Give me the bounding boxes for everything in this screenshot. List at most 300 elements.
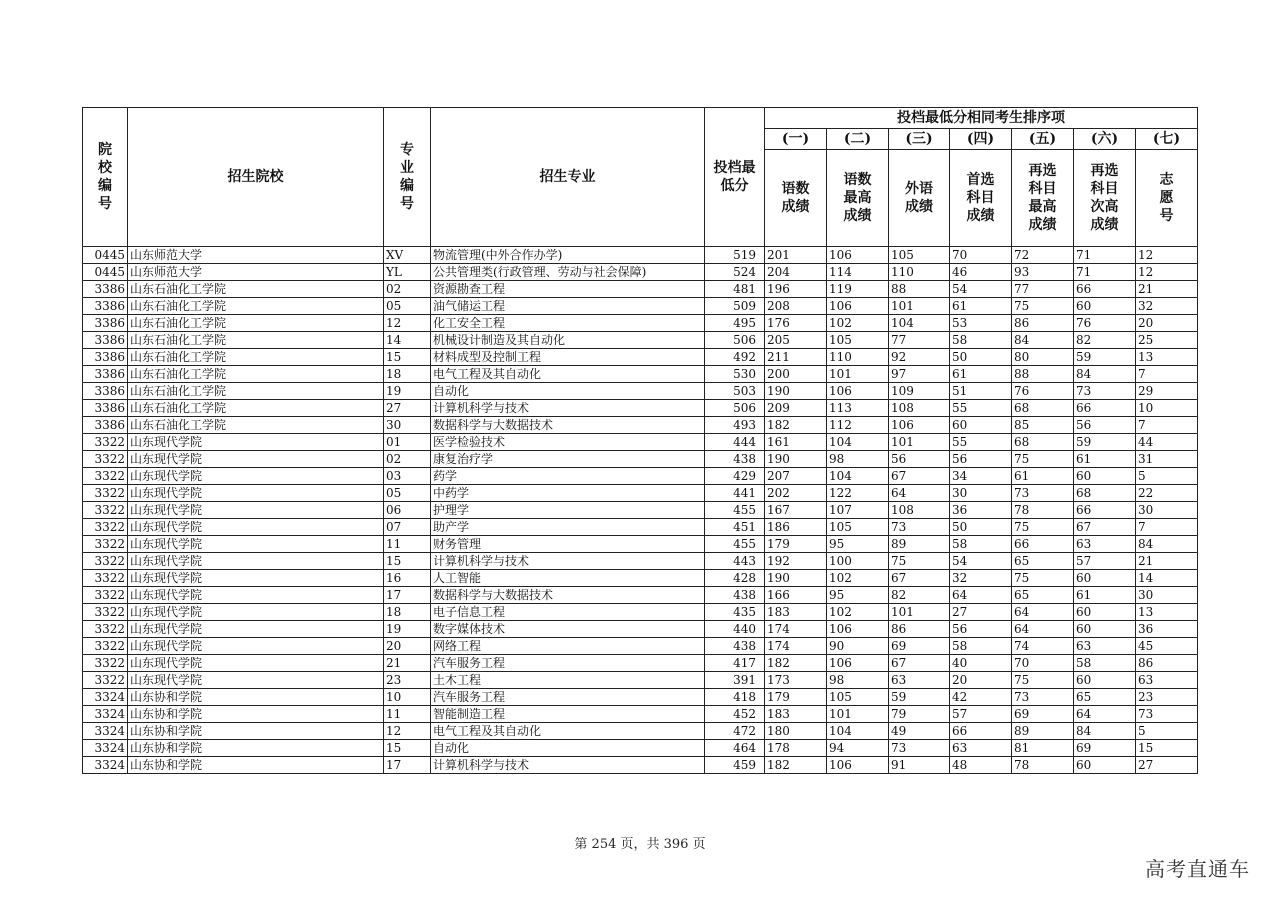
cell-tiebreak-2: 113 bbox=[827, 400, 889, 417]
cell-tiebreak-4: 32 bbox=[950, 570, 1012, 587]
cell-min-score: 481 bbox=[705, 281, 765, 298]
cell-tiebreak-6: 66 bbox=[1074, 502, 1136, 519]
cell-tiebreak-3: 91 bbox=[889, 757, 950, 774]
cell-school-code: 3322 bbox=[83, 434, 128, 451]
cell-school-code: 3322 bbox=[83, 451, 128, 468]
cell-school-name: 山东现代学院 bbox=[128, 621, 384, 638]
cell-tiebreak-7: 84 bbox=[1136, 536, 1198, 553]
cell-tiebreak-7: 13 bbox=[1136, 349, 1198, 366]
table-row bbox=[83, 519, 1198, 536]
page-number-footer: 第 254 页，共 396 页 bbox=[574, 837, 706, 852]
cell-school-name: 山东现代学院 bbox=[128, 553, 384, 570]
table-row bbox=[83, 349, 1198, 366]
cell-tiebreak-3: 63 bbox=[889, 672, 950, 689]
cell-tiebreak-2: 95 bbox=[827, 587, 889, 604]
cell-school-name: 山东现代学院 bbox=[128, 638, 384, 655]
cell-tiebreak-4: 58 bbox=[950, 638, 1012, 655]
cell-tiebreak-7: 23 bbox=[1136, 689, 1198, 706]
cell-min-score: 506 bbox=[705, 400, 765, 417]
header-tiebreak-number: (一) bbox=[765, 129, 827, 150]
cell-tiebreak-3: 97 bbox=[889, 366, 950, 383]
cell-tiebreak-1: 205 bbox=[765, 332, 827, 349]
cell-school-name: 山东现代学院 bbox=[128, 655, 384, 672]
cell-major-name: 医学检验技术 bbox=[431, 434, 705, 451]
cell-tiebreak-5: 88 bbox=[1012, 366, 1074, 383]
cell-tiebreak-7: 13 bbox=[1136, 604, 1198, 621]
table-row bbox=[83, 485, 1198, 502]
cell-major-name: 智能制造工程 bbox=[431, 706, 705, 723]
cell-major-name: 计算机科学与技术 bbox=[431, 553, 705, 570]
cell-major-name: 计算机科学与技术 bbox=[431, 757, 705, 774]
header-school-code: 院校编号 bbox=[83, 108, 128, 247]
cell-tiebreak-4: 30 bbox=[950, 485, 1012, 502]
cell-tiebreak-2: 105 bbox=[827, 519, 889, 536]
cell-tiebreak-5: 86 bbox=[1012, 315, 1074, 332]
cell-tiebreak-6: 71 bbox=[1074, 264, 1136, 281]
cell-tiebreak-1: 211 bbox=[765, 349, 827, 366]
cell-school-code: 3322 bbox=[83, 672, 128, 689]
cell-min-score: 495 bbox=[705, 315, 765, 332]
header-tiebreak-label: 外语成绩 bbox=[889, 150, 950, 247]
cell-tiebreak-1: 190 bbox=[765, 383, 827, 400]
cell-tiebreak-2: 94 bbox=[827, 740, 889, 757]
cell-school-code: 3386 bbox=[83, 383, 128, 400]
cell-major-name: 计算机科学与技术 bbox=[431, 400, 705, 417]
cell-tiebreak-6: 60 bbox=[1074, 468, 1136, 485]
cell-school-name: 山东协和学院 bbox=[128, 757, 384, 774]
cell-school-name: 山东现代学院 bbox=[128, 519, 384, 536]
header-tiebreak-label: 语数成绩 bbox=[765, 150, 827, 247]
cell-tiebreak-2: 101 bbox=[827, 706, 889, 723]
cell-major-name: 公共管理类(行政管理、劳动与社会保障) bbox=[431, 264, 705, 281]
cell-tiebreak-1: 202 bbox=[765, 485, 827, 502]
cell-tiebreak-2: 101 bbox=[827, 366, 889, 383]
cell-tiebreak-6: 60 bbox=[1074, 672, 1136, 689]
cell-tiebreak-1: 176 bbox=[765, 315, 827, 332]
cell-tiebreak-4: 27 bbox=[950, 604, 1012, 621]
cell-tiebreak-1: 174 bbox=[765, 638, 827, 655]
cell-tiebreak-5: 65 bbox=[1012, 553, 1074, 570]
table-row bbox=[83, 281, 1198, 298]
cell-tiebreak-3: 79 bbox=[889, 706, 950, 723]
cell-school-name: 山东石油化工学院 bbox=[128, 298, 384, 315]
cell-tiebreak-6: 56 bbox=[1074, 417, 1136, 434]
cell-major-name: 汽车服务工程 bbox=[431, 689, 705, 706]
header-tiebreak-number: (六) bbox=[1074, 129, 1136, 150]
cell-tiebreak-5: 73 bbox=[1012, 485, 1074, 502]
table-row bbox=[83, 672, 1198, 689]
cell-major-code: 23 bbox=[384, 672, 431, 689]
cell-tiebreak-7: 10 bbox=[1136, 400, 1198, 417]
cell-major-name: 油气储运工程 bbox=[431, 298, 705, 315]
cell-tiebreak-4: 50 bbox=[950, 519, 1012, 536]
cell-tiebreak-2: 102 bbox=[827, 604, 889, 621]
cell-major-name: 网络工程 bbox=[431, 638, 705, 655]
table-row bbox=[83, 553, 1198, 570]
cell-tiebreak-2: 95 bbox=[827, 536, 889, 553]
cell-tiebreak-3: 73 bbox=[889, 519, 950, 536]
cell-school-name: 山东协和学院 bbox=[128, 689, 384, 706]
cell-tiebreak-4: 50 bbox=[950, 349, 1012, 366]
cell-tiebreak-2: 106 bbox=[827, 621, 889, 638]
header-min-score: 投档最低分 bbox=[705, 108, 765, 247]
cell-school-code: 3322 bbox=[83, 621, 128, 638]
cell-min-score: 417 bbox=[705, 655, 765, 672]
cell-tiebreak-6: 67 bbox=[1074, 519, 1136, 536]
cell-major-name: 电气工程及其自动化 bbox=[431, 366, 705, 383]
cell-tiebreak-7: 15 bbox=[1136, 740, 1198, 757]
cell-tiebreak-1: 182 bbox=[765, 655, 827, 672]
cell-min-score: 509 bbox=[705, 298, 765, 315]
cell-major-code: 18 bbox=[384, 366, 431, 383]
cell-major-name: 电子信息工程 bbox=[431, 604, 705, 621]
cell-tiebreak-7: 7 bbox=[1136, 519, 1198, 536]
cell-tiebreak-7: 30 bbox=[1136, 502, 1198, 519]
table-row bbox=[83, 689, 1198, 706]
cell-min-score: 455 bbox=[705, 502, 765, 519]
cell-tiebreak-6: 64 bbox=[1074, 706, 1136, 723]
cell-major-code: 19 bbox=[384, 621, 431, 638]
cell-tiebreak-2: 98 bbox=[827, 672, 889, 689]
cell-tiebreak-2: 106 bbox=[827, 247, 889, 264]
cell-tiebreak-1: 201 bbox=[765, 247, 827, 264]
cell-tiebreak-6: 63 bbox=[1074, 638, 1136, 655]
cell-school-code: 3322 bbox=[83, 502, 128, 519]
cell-school-code: 3324 bbox=[83, 723, 128, 740]
cell-major-code: 12 bbox=[384, 723, 431, 740]
cell-major-code: 10 bbox=[384, 689, 431, 706]
cell-school-code: 3386 bbox=[83, 332, 128, 349]
cell-tiebreak-5: 75 bbox=[1012, 570, 1074, 587]
cell-tiebreak-7: 27 bbox=[1136, 757, 1198, 774]
cell-school-code: 3386 bbox=[83, 366, 128, 383]
cell-tiebreak-4: 58 bbox=[950, 332, 1012, 349]
cell-school-name: 山东现代学院 bbox=[128, 502, 384, 519]
cell-min-score: 438 bbox=[705, 451, 765, 468]
cell-school-code: 3322 bbox=[83, 604, 128, 621]
cell-major-code: 11 bbox=[384, 706, 431, 723]
cell-tiebreak-5: 75 bbox=[1012, 672, 1074, 689]
cell-major-name: 药学 bbox=[431, 468, 705, 485]
cell-tiebreak-2: 122 bbox=[827, 485, 889, 502]
cell-major-name: 汽车服务工程 bbox=[431, 655, 705, 672]
header-tiebreak-label: 语数最高成绩 bbox=[827, 150, 889, 247]
cell-major-name: 电气工程及其自动化 bbox=[431, 723, 705, 740]
cell-tiebreak-2: 105 bbox=[827, 689, 889, 706]
cell-tiebreak-1: 204 bbox=[765, 264, 827, 281]
cell-tiebreak-7: 29 bbox=[1136, 383, 1198, 400]
cell-school-name: 山东石油化工学院 bbox=[128, 281, 384, 298]
cell-tiebreak-3: 69 bbox=[889, 638, 950, 655]
table-row bbox=[83, 417, 1198, 434]
cell-tiebreak-6: 66 bbox=[1074, 281, 1136, 298]
cell-tiebreak-6: 60 bbox=[1074, 621, 1136, 638]
cell-school-code: 3322 bbox=[83, 655, 128, 672]
cell-school-name: 山东石油化工学院 bbox=[128, 366, 384, 383]
header-tiebreak-number: (七) bbox=[1136, 129, 1198, 150]
admission-score-table bbox=[82, 107, 1198, 774]
table-row bbox=[83, 570, 1198, 587]
cell-tiebreak-5: 77 bbox=[1012, 281, 1074, 298]
cell-tiebreak-4: 57 bbox=[950, 706, 1012, 723]
cell-major-code: 30 bbox=[384, 417, 431, 434]
cell-school-name: 山东石油化工学院 bbox=[128, 383, 384, 400]
cell-major-code: 15 bbox=[384, 553, 431, 570]
cell-major-name: 物流管理(中外合作办学) bbox=[431, 247, 705, 264]
cell-school-code: 0445 bbox=[83, 264, 128, 281]
cell-tiebreak-2: 90 bbox=[827, 638, 889, 655]
cell-tiebreak-3: 64 bbox=[889, 485, 950, 502]
cell-school-name: 山东现代学院 bbox=[128, 451, 384, 468]
cell-tiebreak-5: 68 bbox=[1012, 400, 1074, 417]
cell-tiebreak-7: 25 bbox=[1136, 332, 1198, 349]
cell-tiebreak-4: 46 bbox=[950, 264, 1012, 281]
cell-tiebreak-4: 20 bbox=[950, 672, 1012, 689]
cell-tiebreak-2: 102 bbox=[827, 315, 889, 332]
cell-school-name: 山东现代学院 bbox=[128, 468, 384, 485]
cell-tiebreak-1: 190 bbox=[765, 451, 827, 468]
cell-tiebreak-7: 31 bbox=[1136, 451, 1198, 468]
cell-tiebreak-1: 190 bbox=[765, 570, 827, 587]
cell-tiebreak-7: 7 bbox=[1136, 366, 1198, 383]
cell-tiebreak-4: 61 bbox=[950, 366, 1012, 383]
cell-major-name: 康复治疗学 bbox=[431, 451, 705, 468]
cell-tiebreak-4: 36 bbox=[950, 502, 1012, 519]
cell-school-code: 3324 bbox=[83, 740, 128, 757]
table-row bbox=[83, 298, 1198, 315]
cell-tiebreak-2: 106 bbox=[827, 383, 889, 400]
cell-school-name: 山东石油化工学院 bbox=[128, 400, 384, 417]
cell-major-name: 财务管理 bbox=[431, 536, 705, 553]
cell-tiebreak-5: 75 bbox=[1012, 519, 1074, 536]
cell-tiebreak-2: 104 bbox=[827, 723, 889, 740]
cell-min-score: 441 bbox=[705, 485, 765, 502]
cell-school-name: 山东师范大学 bbox=[128, 247, 384, 264]
cell-tiebreak-7: 14 bbox=[1136, 570, 1198, 587]
cell-major-name: 化工安全工程 bbox=[431, 315, 705, 332]
cell-min-score: 493 bbox=[705, 417, 765, 434]
cell-min-score: 464 bbox=[705, 740, 765, 757]
cell-tiebreak-4: 61 bbox=[950, 298, 1012, 315]
cell-tiebreak-7: 32 bbox=[1136, 298, 1198, 315]
cell-school-code: 3386 bbox=[83, 349, 128, 366]
cell-tiebreak-4: 42 bbox=[950, 689, 1012, 706]
cell-tiebreak-7: 21 bbox=[1136, 281, 1198, 298]
cell-major-name: 护理学 bbox=[431, 502, 705, 519]
cell-tiebreak-1: 183 bbox=[765, 604, 827, 621]
cell-tiebreak-1: 173 bbox=[765, 672, 827, 689]
table-row bbox=[83, 536, 1198, 553]
cell-tiebreak-6: 61 bbox=[1074, 451, 1136, 468]
cell-min-score: 455 bbox=[705, 536, 765, 553]
cell-tiebreak-7: 44 bbox=[1136, 434, 1198, 451]
table-row bbox=[83, 400, 1198, 417]
cell-major-code: 05 bbox=[384, 298, 431, 315]
cell-tiebreak-7: 5 bbox=[1136, 468, 1198, 485]
cell-tiebreak-3: 106 bbox=[889, 417, 950, 434]
cell-tiebreak-3: 108 bbox=[889, 400, 950, 417]
cell-tiebreak-3: 75 bbox=[889, 553, 950, 570]
header-tiebreak-label: 再选科目最高成绩 bbox=[1012, 150, 1074, 247]
cell-tiebreak-3: 101 bbox=[889, 298, 950, 315]
cell-tiebreak-2: 106 bbox=[827, 298, 889, 315]
cell-school-name: 山东现代学院 bbox=[128, 485, 384, 502]
cell-tiebreak-3: 92 bbox=[889, 349, 950, 366]
cell-tiebreak-2: 102 bbox=[827, 570, 889, 587]
cell-min-score: 506 bbox=[705, 332, 765, 349]
table-header bbox=[83, 108, 1198, 247]
cell-tiebreak-1: 209 bbox=[765, 400, 827, 417]
table-row bbox=[83, 723, 1198, 740]
cell-school-name: 山东协和学院 bbox=[128, 723, 384, 740]
table-row bbox=[83, 604, 1198, 621]
table-row bbox=[83, 264, 1198, 281]
cell-tiebreak-4: 48 bbox=[950, 757, 1012, 774]
cell-min-score: 524 bbox=[705, 264, 765, 281]
cell-major-name: 数字媒体技术 bbox=[431, 621, 705, 638]
cell-tiebreak-2: 106 bbox=[827, 655, 889, 672]
cell-major-code: 21 bbox=[384, 655, 431, 672]
cell-tiebreak-3: 101 bbox=[889, 434, 950, 451]
cell-tiebreak-4: 40 bbox=[950, 655, 1012, 672]
cell-school-code: 3324 bbox=[83, 689, 128, 706]
cell-tiebreak-4: 56 bbox=[950, 621, 1012, 638]
cell-tiebreak-2: 114 bbox=[827, 264, 889, 281]
cell-tiebreak-5: 81 bbox=[1012, 740, 1074, 757]
cell-school-name: 山东现代学院 bbox=[128, 536, 384, 553]
table-row bbox=[83, 757, 1198, 774]
header-tiebreak-label: 再选科目次高成绩 bbox=[1074, 150, 1136, 247]
cell-school-code: 3324 bbox=[83, 757, 128, 774]
table-row bbox=[83, 366, 1198, 383]
cell-school-name: 山东协和学院 bbox=[128, 740, 384, 757]
header-tiebreak-number: (二) bbox=[827, 129, 889, 150]
cell-tiebreak-1: 167 bbox=[765, 502, 827, 519]
cell-tiebreak-1: 180 bbox=[765, 723, 827, 740]
cell-major-code: 11 bbox=[384, 536, 431, 553]
cell-school-name: 山东石油化工学院 bbox=[128, 349, 384, 366]
cell-tiebreak-5: 70 bbox=[1012, 655, 1074, 672]
header-tiebreak-number: (三) bbox=[889, 129, 950, 150]
cell-tiebreak-3: 67 bbox=[889, 468, 950, 485]
cell-min-score: 438 bbox=[705, 587, 765, 604]
cell-tiebreak-1: 166 bbox=[765, 587, 827, 604]
cell-tiebreak-3: 73 bbox=[889, 740, 950, 757]
table-row bbox=[83, 587, 1198, 604]
cell-tiebreak-5: 65 bbox=[1012, 587, 1074, 604]
cell-tiebreak-7: 5 bbox=[1136, 723, 1198, 740]
cell-tiebreak-6: 76 bbox=[1074, 315, 1136, 332]
cell-tiebreak-6: 82 bbox=[1074, 332, 1136, 349]
cell-min-score: 435 bbox=[705, 604, 765, 621]
cell-tiebreak-5: 80 bbox=[1012, 349, 1074, 366]
cell-major-name: 机械设计制造及其自动化 bbox=[431, 332, 705, 349]
cell-tiebreak-5: 75 bbox=[1012, 451, 1074, 468]
cell-major-code: 01 bbox=[384, 434, 431, 451]
cell-tiebreak-5: 66 bbox=[1012, 536, 1074, 553]
cell-major-name: 中药学 bbox=[431, 485, 705, 502]
cell-tiebreak-4: 58 bbox=[950, 536, 1012, 553]
cell-tiebreak-1: 183 bbox=[765, 706, 827, 723]
cell-tiebreak-5: 89 bbox=[1012, 723, 1074, 740]
cell-tiebreak-6: 60 bbox=[1074, 604, 1136, 621]
header-tiebreak-number: (四) bbox=[950, 129, 1012, 150]
table-row bbox=[83, 740, 1198, 757]
cell-tiebreak-7: 20 bbox=[1136, 315, 1198, 332]
cell-tiebreak-7: 7 bbox=[1136, 417, 1198, 434]
cell-tiebreak-2: 98 bbox=[827, 451, 889, 468]
cell-major-code: XV bbox=[384, 247, 431, 264]
cell-tiebreak-1: 200 bbox=[765, 366, 827, 383]
cell-major-code: 20 bbox=[384, 638, 431, 655]
cell-major-name: 数据科学与大数据技术 bbox=[431, 587, 705, 604]
cell-tiebreak-1: 207 bbox=[765, 468, 827, 485]
cell-school-code: 3322 bbox=[83, 468, 128, 485]
cell-tiebreak-5: 85 bbox=[1012, 417, 1074, 434]
cell-tiebreak-2: 105 bbox=[827, 332, 889, 349]
cell-min-score: 391 bbox=[705, 672, 765, 689]
cell-tiebreak-3: 67 bbox=[889, 655, 950, 672]
cell-major-name: 自动化 bbox=[431, 383, 705, 400]
cell-tiebreak-5: 72 bbox=[1012, 247, 1074, 264]
cell-min-score: 492 bbox=[705, 349, 765, 366]
cell-tiebreak-1: 182 bbox=[765, 417, 827, 434]
cell-min-score: 472 bbox=[705, 723, 765, 740]
cell-tiebreak-3: 105 bbox=[889, 247, 950, 264]
cell-school-name: 山东现代学院 bbox=[128, 434, 384, 451]
cell-tiebreak-7: 12 bbox=[1136, 264, 1198, 281]
header-major-code: 专业编号 bbox=[384, 108, 431, 247]
cell-major-code: 17 bbox=[384, 757, 431, 774]
cell-tiebreak-2: 104 bbox=[827, 434, 889, 451]
cell-tiebreak-4: 64 bbox=[950, 587, 1012, 604]
cell-tiebreak-3: 86 bbox=[889, 621, 950, 638]
cell-min-score: 451 bbox=[705, 519, 765, 536]
table-row bbox=[83, 332, 1198, 349]
cell-tiebreak-4: 55 bbox=[950, 400, 1012, 417]
cell-min-score: 440 bbox=[705, 621, 765, 638]
cell-school-code: 3322 bbox=[83, 638, 128, 655]
table-row bbox=[83, 383, 1198, 400]
cell-tiebreak-6: 84 bbox=[1074, 723, 1136, 740]
cell-tiebreak-6: 84 bbox=[1074, 366, 1136, 383]
cell-school-code: 3322 bbox=[83, 587, 128, 604]
cell-tiebreak-5: 61 bbox=[1012, 468, 1074, 485]
cell-min-score: 429 bbox=[705, 468, 765, 485]
table-body bbox=[83, 247, 1198, 774]
cell-tiebreak-4: 34 bbox=[950, 468, 1012, 485]
cell-tiebreak-6: 61 bbox=[1074, 587, 1136, 604]
cell-tiebreak-1: 174 bbox=[765, 621, 827, 638]
header-tiebreak-group: 投档最低分相同考生排序项 bbox=[765, 108, 1198, 129]
header-major-name: 招生专业 bbox=[431, 108, 705, 247]
cell-tiebreak-4: 63 bbox=[950, 740, 1012, 757]
cell-min-score: 459 bbox=[705, 757, 765, 774]
cell-tiebreak-2: 110 bbox=[827, 349, 889, 366]
cell-tiebreak-6: 58 bbox=[1074, 655, 1136, 672]
cell-tiebreak-1: 182 bbox=[765, 757, 827, 774]
cell-min-score: 443 bbox=[705, 553, 765, 570]
cell-school-code: 3386 bbox=[83, 281, 128, 298]
cell-major-name: 资源勘查工程 bbox=[431, 281, 705, 298]
cell-tiebreak-7: 45 bbox=[1136, 638, 1198, 655]
cell-tiebreak-3: 88 bbox=[889, 281, 950, 298]
cell-school-code: 3322 bbox=[83, 553, 128, 570]
cell-tiebreak-2: 107 bbox=[827, 502, 889, 519]
cell-min-score: 452 bbox=[705, 706, 765, 723]
cell-tiebreak-3: 59 bbox=[889, 689, 950, 706]
cell-tiebreak-3: 104 bbox=[889, 315, 950, 332]
